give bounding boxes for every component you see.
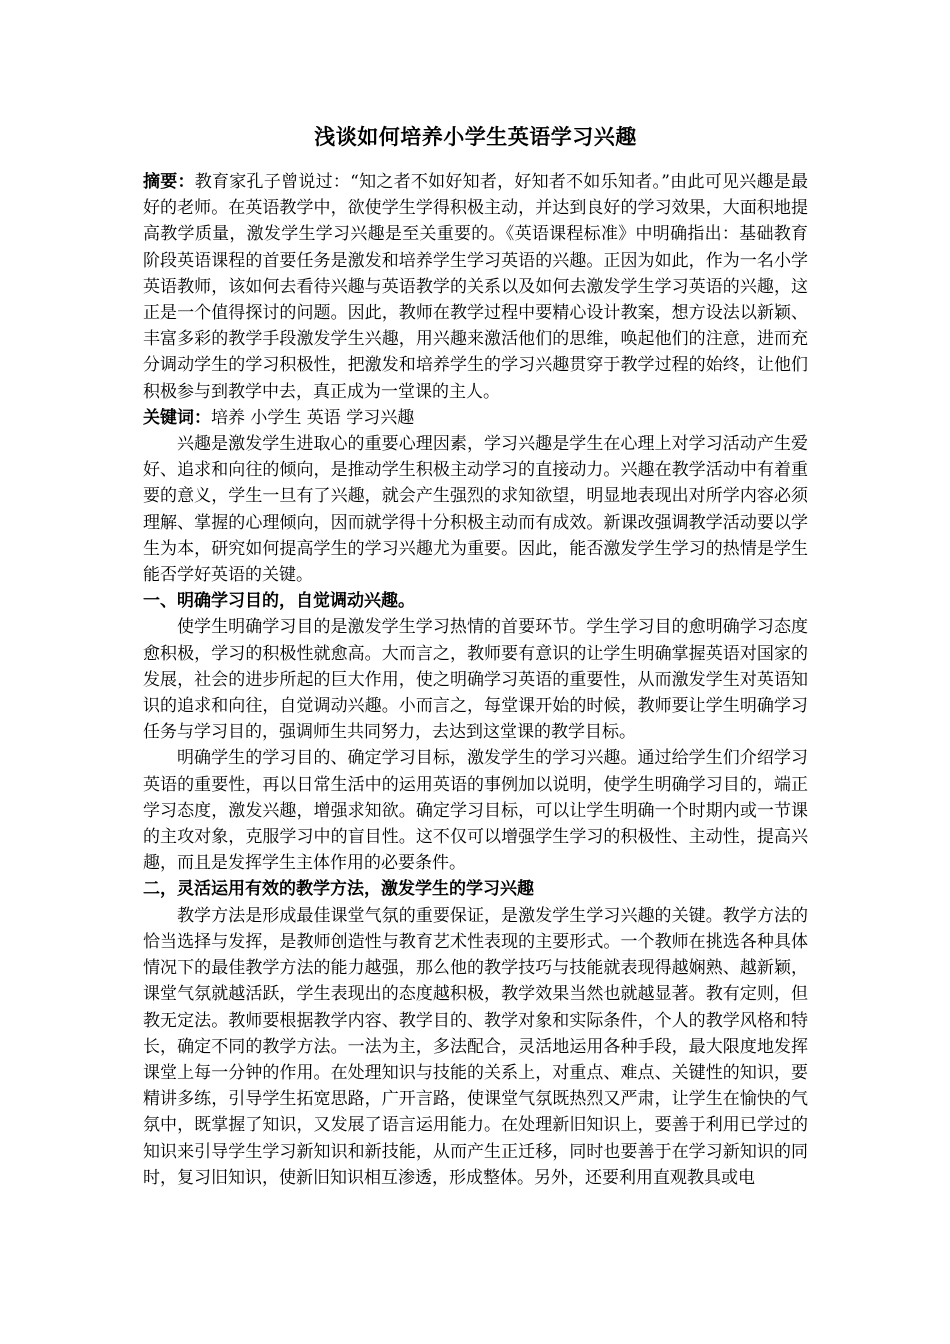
intro-paragraph: 兴趣是激发学生进取心的重要心理因素，学习兴趣是学生在心理上对学习活动产生爱好、追求和向往的倾向，是推动学生积极主动学习的直接动力。兴趣在教学活动中有着重要的意义，学生一旦有了兴趣，就会产生强烈的求知欲望，明显地表现出对所学内容必须理解、掌握的心理倾向，因而就学得十分积极主动而有成效。新课改强调教学活动要以学生为本，研究如何提高学生的学习兴趣尤为重要。因此，能否激发学生学习的热情是学生能否学好英语的关键。 [143, 434, 808, 586]
keywords-line [143, 405, 808, 431]
section-2-paragraph-1: 教学方法是形成最佳课堂气氛的重要保证，是激发学生学习兴趣的关键。教学方法的恰当选择与发挥，是教师创造性与教育艺术性表现的主要形式。一个教师在挑选各种具体情况下的最佳教学方法的能力越强，那么他的教学技巧与技能就表现得越娴熟、越新颖，课堂气氛就越活跃，学生表现出的态度越积极，教学效果当然也就越显著。教有定则，但教无定法。教师要根据教学内容、教学目的、教学对象和实际条件，个人的教学风格和特长，确定不同的教学方法。一法为主，多法配合，灵活地运用各种手段，最大限度地发挥课堂上每一分钟的作用。在处理知识与技能的关系上，对重点、难点、关键性的知识，要精讲多练，引导学生拓宽思路，广开言路，使课堂气氛既热烈又严肃，让学生在愉快的气氛中，既掌握了知识，又发展了语言运用能力。在处理新旧知识上，要善于利用已学过的知识来引导学生学习新知识和新技能，从而产生正迁移，同时也要善于在学习新知识的同时，复习旧知识，使新旧知识相互渗透，形成整体。另外，还要利用直观教具或电 [143, 905, 808, 1188]
document-body [143, 169, 808, 1191]
document-title: 浅谈如何培养小学生英语学习兴趣 [314, 124, 637, 149]
section-1-paragraph-2: 明确学生的学习目的、确定学习目标，激发学生的学习兴趣。通过给学生们介绍学习英语的重要性，再以日常生活中的运用英语的事例加以说明，使学生明确学习目的，端正学习态度，激发兴趣，增强求知欲。确定学习目标，可以让学生明确一个时期内或一节课的主攻对象，克服学习中的盲目性。这不仅可以增强学生学习的积极性、主动性，提高兴趣，而且是发挥学生主体作用的必要条件。 [143, 748, 808, 874]
section-1-paragraph-1: 使学生明确学习目的是激发学生学习热情的首要环节。学生学习目的愈明确学习态度愈积极，学习的积极性就愈高。大而言之，教师要有意识的让学生明确掌握英语对国家的发展，社会的进步所起的巨大作用，使之明确学习英语的重要性，从而激发学生对英语知识的追求和向往，自觉调动兴趣。小而言之，每堂课开始的时候，教师要让学生明确学习任务与学习目的，强调师生共同努力，去达到这堂课的教学目标。 [143, 617, 808, 743]
keywords-label: 关键词： [143, 407, 211, 428]
abstract-label: 摘要： [143, 172, 195, 192]
section-1-heading: 一、明确学习目的，自觉调动兴趣。 [143, 591, 415, 612]
abstract-paragraph [143, 169, 808, 405]
section-2-heading: 二，灵活运用有效的教学方法，激发学生的学习兴趣 [143, 879, 534, 900]
abstract-text: 教育家孔子曾说过：“知之者不如好知者，好知者不如乐知者。”由此可见兴趣是最好的老师。在英语教学中，欲使学生学得积极主动，并达到良好的学习效果，大面积地提高教学质量，激发学生学习兴趣是至关重要的。《英语课程标准》中明确指出：基础教育阶段英语课程的首要任务是激发和培养学生学习英语的兴趣。正因为如此，作为一名小学英语教师，该如何去看待兴趣与英语教学的关系以及如何去激发学生学习英语的兴趣，这正是一个值得探讨的问题。因此，教师在教学过程中要精心设计教案，想方设法以新颖、丰富多彩的教学手段激发学生兴趣，用兴趣来激活他们的思维，唤起他们的注意，进而充分调动学生的学习积极性，把激发和培养学生的学习兴趣贯穿于教学过程的始终，让他们积极参与到教学中去，真正成为一堂课的主人。 [143, 172, 808, 402]
keywords-text: 培养 小学生 英语 学习兴趣 [211, 407, 415, 428]
